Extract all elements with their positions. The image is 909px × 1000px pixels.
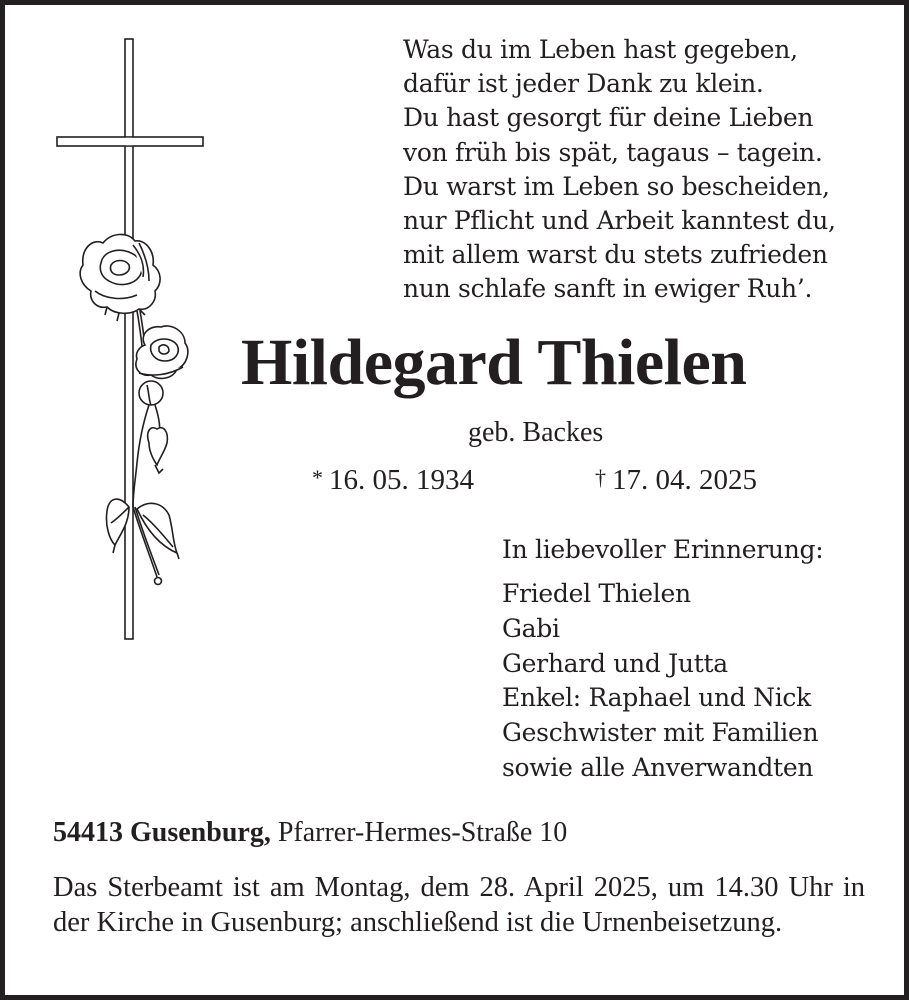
mourner-entry: Gerhard und Jutta xyxy=(502,648,728,678)
poem-line: Du hast gesorgt für deine Lieben xyxy=(403,103,814,133)
poem-line: dafür ist jeder Dank zu klein. xyxy=(403,69,764,99)
poem-line: Du warst im Leben so bescheiden, xyxy=(403,171,830,201)
birth-date xyxy=(312,459,474,499)
mourners-list xyxy=(502,532,882,786)
address-street: Pfarrer-Hermes-Straße 10 xyxy=(277,817,568,848)
mourner-entry: Friedel Thielen xyxy=(502,579,691,608)
poem-line: von früh bis spät, tagaus – tagein. xyxy=(403,137,823,167)
mourner-entry: sowie alle Anverwandten xyxy=(502,752,814,782)
memorial-poem xyxy=(403,33,873,307)
poem-line: nun schlafe sanft in ewiger Ruh’. xyxy=(403,274,813,304)
death-date-value: 17. 04. 2025 xyxy=(612,464,757,496)
maiden-name: geb. Backes xyxy=(468,417,604,448)
poem-line: nur Pflicht und Arbeit kanntest du, xyxy=(403,206,836,236)
birth-star-icon: * xyxy=(312,465,323,490)
funeral-service-info: Das Sterbeamt ist am Montag, dem 28. April 2025, um 14.30 Uhr in der Kirche in Gusenburg; anschließend ist die Urnenbeisetzung. xyxy=(53,872,865,938)
birth-date-value: 16. 05. 1934 xyxy=(329,464,474,496)
cross-with-roses-icon xyxy=(45,33,205,645)
poem-line: Was du im Leben hast gegeben, xyxy=(403,35,798,64)
death-dagger-icon: † xyxy=(595,465,606,490)
mourner-entry: Geschwister mit Familien xyxy=(502,718,819,748)
deceased-name: Hildegard Thielen xyxy=(241,326,747,399)
mourner-entry: Gabi xyxy=(502,613,560,643)
address-city: 54413 Gusenburg, xyxy=(53,817,271,848)
mourner-entry: Enkel: Raphael und Nick xyxy=(502,683,811,713)
mourners-heading: In liebevoller Erinnerung: xyxy=(502,535,824,564)
poem-line: mit allem warst du stets zufrieden xyxy=(403,240,828,270)
family-address xyxy=(53,813,567,853)
death-date xyxy=(595,459,757,499)
